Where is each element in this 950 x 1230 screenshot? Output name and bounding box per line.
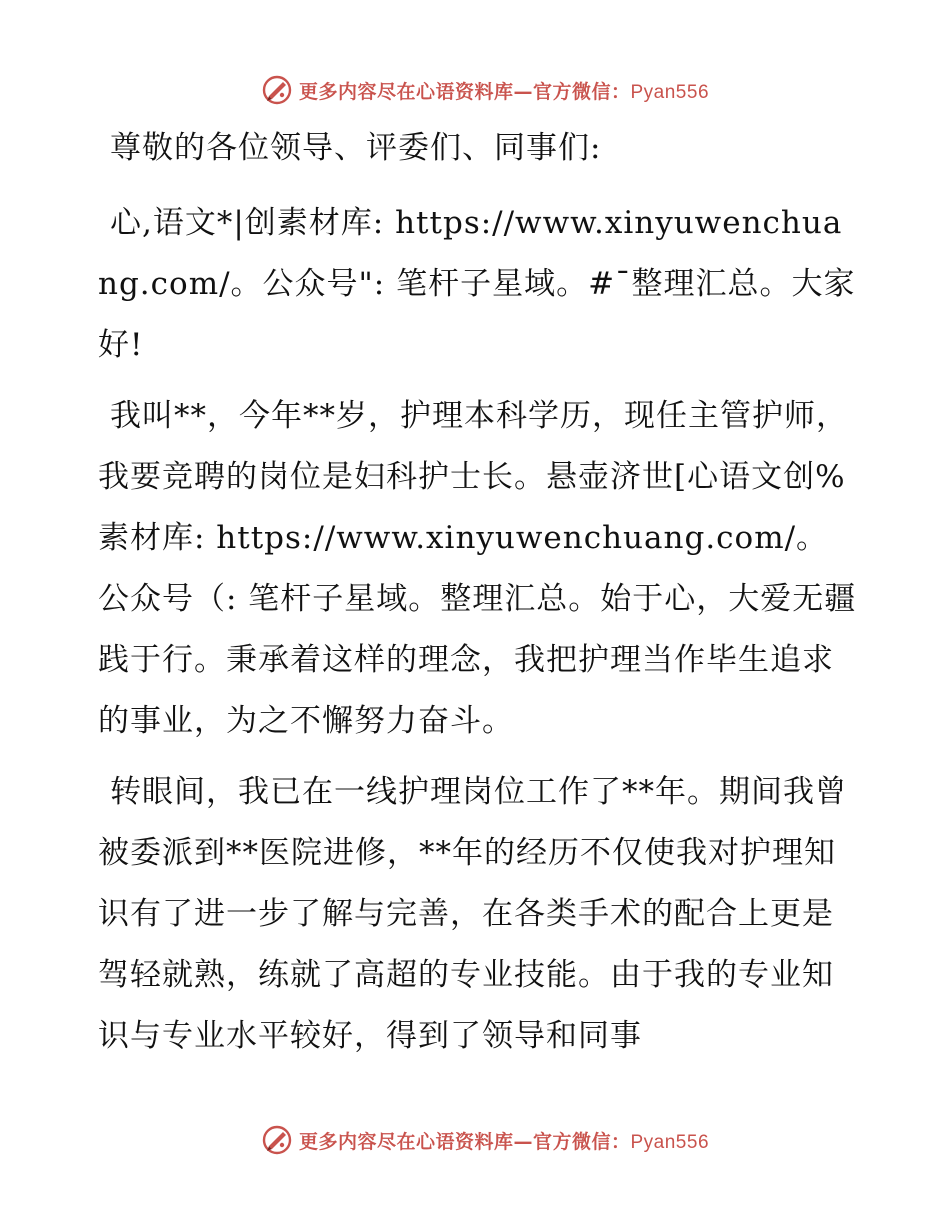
paragraph-experience: 转眼间，我已在一线护理岗位工作了**年。期间我曾被委派到**医院进修，**年的经历不仅使我对护理知识有了进一步了解与完善，在各类手术的配合上更是驾轻就熟，练就了高超的专业技能。由于我的专业知识与专业水平较好，得到了领导和同事 bbox=[98, 774, 847, 1054]
footer-banner-dash: — bbox=[513, 1130, 533, 1153]
header-banner-main: 更多内容尽在心语资料库 bbox=[298, 80, 514, 103]
footer-banner-text bbox=[299, 1127, 709, 1154]
paragraph-self-intro: 我叫**，今年**岁，护理本科学历，现任主管护师，我要竞聘的岗位是妇科护士长。悬壶济世[心语文创%素材库: https://www.xinyuwenchuang.com/。公众号（: 笔杆子星域。整理汇总。始于心，大爱无疆践于行。秉承着这样的理念，我把护理当作毕生追求的事业，为之不懈努力奋斗。 bbox=[98, 398, 857, 739]
document-body bbox=[98, 118, 858, 1077]
header-banner-wechat-label: 官方微信： bbox=[532, 80, 631, 103]
pen-logo-icon bbox=[261, 74, 293, 106]
footer-banner-main: 更多内容尽在心语资料库 bbox=[298, 1130, 514, 1153]
footer-banner bbox=[0, 1120, 950, 1160]
paragraph-intro: 心,语文*|创素材库: https://www.xinyuwenchuang.com/。公众号": 笔杆子星域。#¯整理汇总。大家好! bbox=[98, 205, 856, 363]
header-banner bbox=[0, 70, 950, 110]
footer-banner-inner bbox=[261, 1124, 709, 1156]
header-banner-wechat-id: Pyan556 bbox=[630, 81, 710, 103]
pen-logo-icon bbox=[261, 1124, 293, 1156]
footer-banner-wechat-label: 官方微信： bbox=[532, 1130, 631, 1153]
header-banner-inner bbox=[261, 74, 709, 106]
header-banner-text bbox=[299, 77, 709, 104]
paragraph-greeting: 尊敬的各位领导、评委们、同事们: bbox=[110, 130, 602, 166]
footer-banner-wechat-id: Pyan556 bbox=[630, 1131, 710, 1153]
header-banner-dash: — bbox=[513, 80, 533, 103]
